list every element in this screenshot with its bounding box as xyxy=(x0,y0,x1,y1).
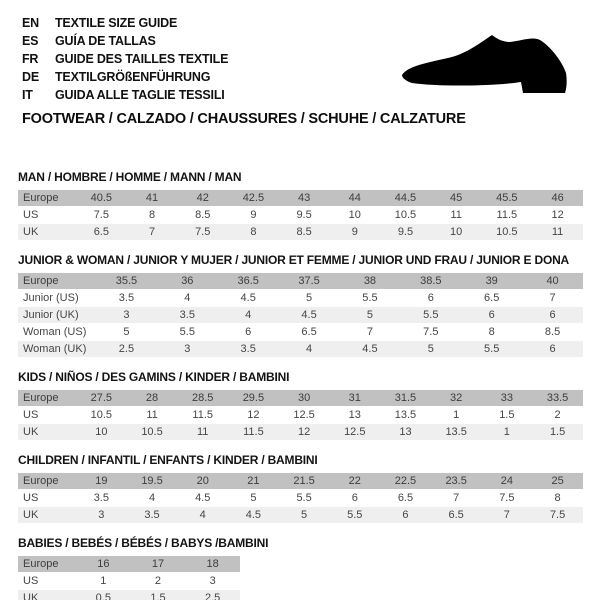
size-cell: 28 xyxy=(127,389,178,406)
table-row xyxy=(18,589,240,600)
row-label-cell: UK xyxy=(18,506,76,523)
size-cell: 6 xyxy=(522,306,583,323)
size-cell: 28.5 xyxy=(177,389,228,406)
size-cell: 36.5 xyxy=(218,272,279,289)
language-code: IT xyxy=(22,88,33,102)
size-cell: 44.5 xyxy=(380,189,431,206)
language-title: TEXTILGRÖßENFÜHRUNG xyxy=(55,70,211,84)
row-label-cell: Junior (US) xyxy=(18,289,96,306)
size-cell: 13 xyxy=(329,406,380,423)
size-cell: 10 xyxy=(431,223,482,240)
table-row xyxy=(18,272,583,289)
size-cell: 21 xyxy=(228,472,279,489)
row-label-cell: UK xyxy=(18,589,76,600)
size-cell: 27.5 xyxy=(76,389,127,406)
size-cell: 5 xyxy=(400,340,461,357)
table-row xyxy=(18,223,583,240)
size-cell: 3.5 xyxy=(127,506,178,523)
section-title: MAN / HOMBRE / HOMME / MANN / MAN xyxy=(18,170,242,184)
size-cell: 5 xyxy=(340,306,401,323)
language-title: TEXTILE SIZE GUIDE xyxy=(55,16,178,30)
size-cell: 6 xyxy=(522,340,583,357)
size-cell: 12 xyxy=(228,406,279,423)
size-cell: 7 xyxy=(431,489,482,506)
size-cell: 46 xyxy=(532,189,583,206)
row-label-cell: Europe xyxy=(18,389,76,406)
size-table-man xyxy=(18,189,583,240)
size-cell: 12 xyxy=(279,423,330,440)
row-label-cell: US xyxy=(18,206,76,223)
section-title: KIDS / NIÑOS / DES GAMINS / KINDER / BAMBINI xyxy=(18,370,290,384)
size-cell: 11 xyxy=(177,423,228,440)
size-cell: 11.5 xyxy=(228,423,279,440)
size-cell: 44 xyxy=(329,189,380,206)
size-cell: 36 xyxy=(157,272,218,289)
size-cell: 6 xyxy=(218,323,279,340)
table-row xyxy=(18,406,583,423)
size-cell: 9.5 xyxy=(279,206,330,223)
language-row xyxy=(18,14,583,32)
size-cell: 20 xyxy=(177,472,228,489)
size-cell: 4.5 xyxy=(177,489,228,506)
size-cell: 37.5 xyxy=(279,272,340,289)
size-cell: 6 xyxy=(329,489,380,506)
size-cell: 1.5 xyxy=(532,423,583,440)
size-cell: 4.5 xyxy=(218,289,279,306)
table-row xyxy=(18,323,583,340)
language-title: GUÍA DE TALLAS xyxy=(55,34,156,48)
table-row xyxy=(18,489,583,506)
size-cell: 5 xyxy=(279,506,330,523)
table-row xyxy=(18,506,583,523)
size-cell: 43 xyxy=(279,189,330,206)
section-man xyxy=(18,170,583,240)
size-cell: 13.5 xyxy=(431,423,482,440)
row-label-cell: Woman (US) xyxy=(18,323,96,340)
size-cell: 9 xyxy=(329,223,380,240)
size-cell: 8 xyxy=(228,223,279,240)
size-cell: 3.5 xyxy=(157,306,218,323)
size-cell: 4 xyxy=(157,289,218,306)
size-cell: 19.5 xyxy=(127,472,178,489)
size-cell: 10 xyxy=(329,206,380,223)
size-cell: 10.5 xyxy=(76,406,127,423)
size-cell: 17 xyxy=(131,555,186,572)
size-cell: 5 xyxy=(96,323,157,340)
size-cell: 7 xyxy=(482,506,533,523)
size-cell: 2 xyxy=(131,572,186,589)
row-label-cell: Junior (UK) xyxy=(18,306,96,323)
size-cell: 11 xyxy=(127,406,178,423)
row-label-cell: UK xyxy=(18,423,76,440)
size-cell: 1.5 xyxy=(482,406,533,423)
size-cell: 22.5 xyxy=(380,472,431,489)
size-cell: 3.5 xyxy=(96,289,157,306)
size-cell: 9.5 xyxy=(380,223,431,240)
size-cell: 12.5 xyxy=(279,406,330,423)
row-label-cell: Woman (UK) xyxy=(18,340,96,357)
section-title: JUNIOR & WOMAN / JUNIOR Y MUJER / JUNIOR ET FEMME / JUNIOR UND FRAU / JUNIOR E DONA xyxy=(18,253,570,267)
table-row xyxy=(18,555,240,572)
size-cell: 11 xyxy=(431,206,482,223)
row-label-cell: US xyxy=(18,572,76,589)
table-row xyxy=(18,423,583,440)
size-cell: 3 xyxy=(157,340,218,357)
size-cell: 9 xyxy=(228,206,279,223)
size-cell: 21.5 xyxy=(279,472,330,489)
size-cell: 41 xyxy=(127,189,178,206)
row-label-cell: UK xyxy=(18,223,76,240)
size-cell: 5.5 xyxy=(340,289,401,306)
size-cell: 0.5 xyxy=(76,589,131,600)
size-cell: 4 xyxy=(177,506,228,523)
size-cell: 45 xyxy=(431,189,482,206)
size-cell: 10.5 xyxy=(127,423,178,440)
section-babies xyxy=(18,536,583,600)
size-cell: 5.5 xyxy=(329,506,380,523)
size-cell: 29.5 xyxy=(228,389,279,406)
size-cell: 7.5 xyxy=(177,223,228,240)
section-title: BABIES / BEBÉS / BÉBÉS / BABYS /BAMBINI xyxy=(18,536,269,550)
size-cell: 24 xyxy=(482,472,533,489)
size-cell: 7.5 xyxy=(532,506,583,523)
language-code: FR xyxy=(22,52,39,66)
size-cell: 22 xyxy=(329,472,380,489)
section-children xyxy=(18,453,583,523)
size-cell: 7.5 xyxy=(482,489,533,506)
size-cell: 8.5 xyxy=(177,206,228,223)
size-cell: 7.5 xyxy=(76,206,127,223)
size-cell: 32 xyxy=(431,389,482,406)
size-cell: 5.5 xyxy=(279,489,330,506)
size-cell: 33 xyxy=(482,389,533,406)
size-cell: 13.5 xyxy=(380,406,431,423)
row-label-cell: Europe xyxy=(18,555,76,572)
size-cell: 11 xyxy=(532,223,583,240)
size-table-children xyxy=(18,472,583,523)
size-cell: 42.5 xyxy=(228,189,279,206)
size-cell: 3 xyxy=(76,506,127,523)
row-label-cell: Europe xyxy=(18,472,76,489)
size-cell: 42 xyxy=(177,189,228,206)
size-cell: 8 xyxy=(532,489,583,506)
size-cell: 8 xyxy=(127,206,178,223)
size-cell: 23.5 xyxy=(431,472,482,489)
language-code: EN xyxy=(22,16,39,30)
size-cell: 19 xyxy=(76,472,127,489)
row-label-cell: Europe xyxy=(18,189,76,206)
size-cell: 1 xyxy=(76,572,131,589)
size-cell: 3 xyxy=(185,572,240,589)
size-cell: 6.5 xyxy=(461,289,522,306)
size-cell: 6 xyxy=(461,306,522,323)
size-cell: 40.5 xyxy=(76,189,127,206)
section-junior-woman xyxy=(18,253,583,357)
row-label-cell: Europe xyxy=(18,272,96,289)
row-label-cell: US xyxy=(18,406,76,423)
size-cell: 7.5 xyxy=(400,323,461,340)
size-cell: 4 xyxy=(218,306,279,323)
dress-shoe-icon xyxy=(400,33,572,95)
table-row xyxy=(18,572,240,589)
size-cell: 4 xyxy=(279,340,340,357)
size-cell: 8 xyxy=(461,323,522,340)
section-title: CHILDREN / INFANTIL / ENFANTS / KINDER / BAMBINI xyxy=(18,453,318,467)
size-cell: 39 xyxy=(461,272,522,289)
size-cell: 8.5 xyxy=(522,323,583,340)
category-heading: FOOTWEAR / CALZADO / CHAUSSURES / SCHUHE / CALZATURE xyxy=(22,111,466,127)
language-title: GUIDA ALLE TAGLIE TESSILI xyxy=(55,88,225,102)
size-cell: 3.5 xyxy=(76,489,127,506)
size-cell: 33.5 xyxy=(532,389,583,406)
language-code: DE xyxy=(22,70,39,84)
size-table-kids xyxy=(18,389,583,440)
table-row xyxy=(18,206,583,223)
row-label-cell: US xyxy=(18,489,76,506)
size-cell: 2.5 xyxy=(185,589,240,600)
size-cell: 12.5 xyxy=(329,423,380,440)
size-cell: 40 xyxy=(522,272,583,289)
section-kids xyxy=(18,370,583,440)
size-cell: 7 xyxy=(340,323,401,340)
size-cell: 5 xyxy=(228,489,279,506)
size-cell: 35.5 xyxy=(96,272,157,289)
size-cell: 8.5 xyxy=(279,223,330,240)
size-cell: 16 xyxy=(76,555,131,572)
size-cell: 5 xyxy=(279,289,340,306)
table-row xyxy=(18,340,583,357)
size-cell: 38 xyxy=(340,272,401,289)
size-cell: 4.5 xyxy=(228,506,279,523)
size-cell: 6 xyxy=(380,506,431,523)
size-cell: 1.5 xyxy=(131,589,186,600)
size-cell: 6.5 xyxy=(76,223,127,240)
size-cell: 18 xyxy=(185,555,240,572)
size-cell: 2 xyxy=(532,406,583,423)
size-cell: 45.5 xyxy=(482,189,533,206)
table-row xyxy=(18,189,583,206)
size-cell: 1 xyxy=(431,406,482,423)
size-cell: 4.5 xyxy=(279,306,340,323)
size-cell: 38.5 xyxy=(400,272,461,289)
size-cell: 13 xyxy=(380,423,431,440)
size-cell: 4.5 xyxy=(340,340,401,357)
size-cell: 7 xyxy=(127,223,178,240)
size-cell: 1 xyxy=(482,423,533,440)
size-cell: 25 xyxy=(532,472,583,489)
size-table-babies xyxy=(18,555,240,600)
size-cell: 11.5 xyxy=(482,206,533,223)
size-cell: 6.5 xyxy=(431,506,482,523)
size-cell: 5.5 xyxy=(157,323,218,340)
size-cell: 6 xyxy=(400,289,461,306)
table-row xyxy=(18,306,583,323)
size-cell: 31 xyxy=(329,389,380,406)
size-cell: 31.5 xyxy=(380,389,431,406)
size-table-junior-woman xyxy=(18,272,583,357)
size-cell: 3 xyxy=(96,306,157,323)
size-cell: 11.5 xyxy=(177,406,228,423)
table-row xyxy=(18,289,583,306)
size-cell: 10.5 xyxy=(482,223,533,240)
size-cell: 10.5 xyxy=(380,206,431,223)
size-cell: 6.5 xyxy=(380,489,431,506)
size-cell: 3.5 xyxy=(218,340,279,357)
size-cell: 30 xyxy=(279,389,330,406)
size-cell: 2.5 xyxy=(96,340,157,357)
size-cell: 7 xyxy=(522,289,583,306)
language-code: ES xyxy=(22,34,39,48)
size-cell: 5.5 xyxy=(400,306,461,323)
size-cell: 4 xyxy=(127,489,178,506)
size-cell: 5.5 xyxy=(461,340,522,357)
table-row xyxy=(18,389,583,406)
size-cell: 6.5 xyxy=(279,323,340,340)
language-title: GUIDE DES TAILLES TEXTILE xyxy=(55,52,229,66)
table-row xyxy=(18,472,583,489)
size-cell: 10 xyxy=(76,423,127,440)
size-cell: 12 xyxy=(532,206,583,223)
